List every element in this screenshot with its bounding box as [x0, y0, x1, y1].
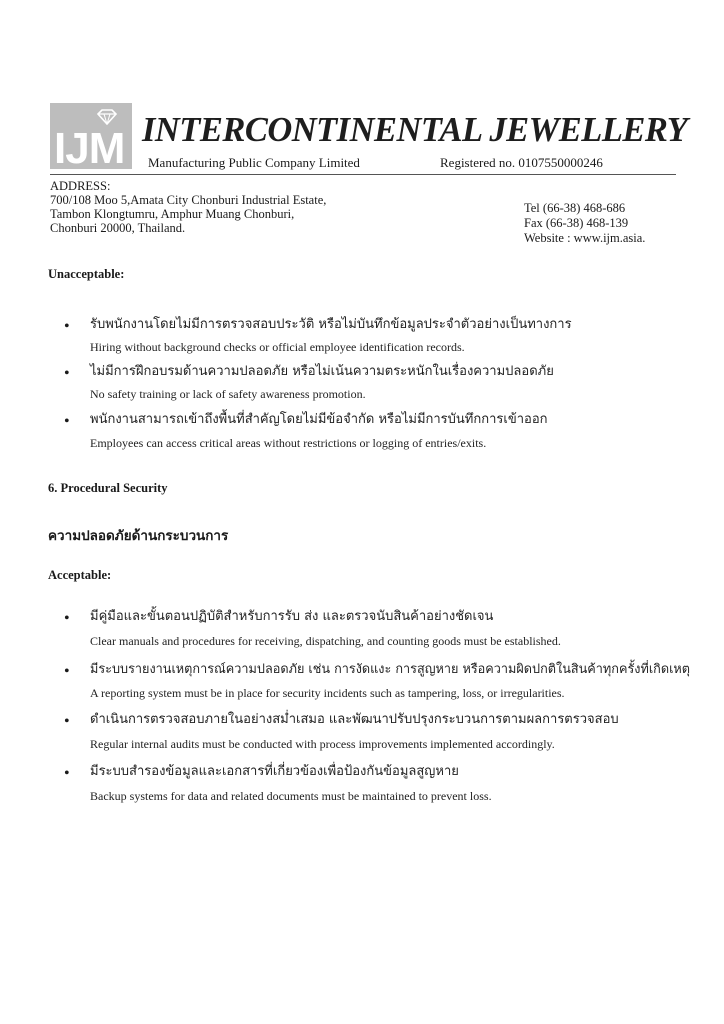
- bullet-icon: •: [64, 365, 70, 382]
- thai-item: มีระบบสำรองข้อมูลและเอกสารที่เกี่ยวข้องเพื่อป้องกันข้อมูลสูญหาย: [90, 764, 459, 779]
- fax: Fax (66-38) 468-139: [524, 216, 629, 230]
- company-address: [50, 179, 326, 235]
- thai-item: รับพนักงานโดยไม่มีการตรวจสอบประวัติ หรือไม่บันทึกข้อมูลประจำตัวอย่างเป็นทางการ: [90, 317, 572, 332]
- bullet-icon: •: [64, 663, 70, 680]
- company-contact: [524, 201, 645, 246]
- registration-number: Registered no. 0107550000246: [440, 155, 603, 170]
- section-thai-heading: ความปลอดภัยด้านกระบวนการ: [48, 528, 229, 544]
- address-line: 700/108 Moo 5,Amata City Chonburi Industrial Estate,: [50, 193, 327, 207]
- bullet-icon: •: [64, 413, 70, 430]
- acceptable-heading: Acceptable:: [48, 568, 112, 582]
- address-line: Tambon Klongtumru, Amphur Muang Chonburi,: [50, 207, 295, 221]
- thai-item: มีคู่มือและขั้นตอนปฏิบัติสำหรับการรับ ส่ง และตรวจนับสินค้าอย่างชัดเจน: [90, 609, 494, 624]
- thai-item: มีระบบรายงานเหตุการณ์ความปลอดภัย เช่น การงัดแงะ การสูญหาย หรือความผิดปกติในสินค้าทุกครั้งที่เกิดเหตุ: [90, 661, 691, 676]
- english-item: Backup systems for data and related documents must be maintained to prevent loss.: [90, 789, 492, 803]
- company-subtitle: Manufacturing Public Company Limited: [148, 155, 360, 170]
- bullet-icon: •: [64, 765, 70, 782]
- company-logo: [50, 103, 132, 169]
- english-item: No safety training or lack of safety awareness promotion.: [90, 387, 366, 401]
- website: Website : www.ijm.asia.: [524, 231, 646, 245]
- diamond-icon: [96, 109, 118, 125]
- english-item: Regular internal audits must be conducted with process improvements implemented accordingly.: [90, 737, 555, 751]
- english-item: Hiring without background checks or official employee identification records.: [90, 340, 465, 354]
- unacceptable-heading: Unacceptable:: [48, 267, 125, 281]
- bullet-icon: •: [64, 610, 70, 627]
- address-line: Chonburi 20000, Thailand.: [50, 221, 186, 235]
- letterhead-divider: [50, 174, 676, 175]
- bullet-icon: •: [64, 318, 70, 335]
- thai-item: ไม่มีการฝึกอบรมด้านความปลอดภัย หรือไม่เน้นความตระหนักในเรื่องความปลอดภัย: [90, 364, 554, 379]
- telephone: Tel (66-38) 468-686: [524, 201, 626, 215]
- company-name: INTERCONTINENTAL JEWELLERY: [142, 111, 688, 149]
- english-item: Employees can access critical areas without restrictions or logging of entries/exits.: [90, 436, 487, 450]
- address-line: ADDRESS:: [50, 179, 111, 193]
- thai-item: ดำเนินการตรวจสอบภายในอย่างสม่ำเสมอ และพัฒนาปรับปรุงกระบวนการตามผลการตรวจสอบ: [90, 712, 619, 727]
- english-item: Clear manuals and procedures for receiving, dispatching, and counting goods must be established.: [90, 634, 561, 648]
- english-item: A reporting system must be in place for security incidents such as tampering, loss, or irregularities.: [90, 686, 565, 700]
- thai-item: พนักงานสามารถเข้าถึงพื้นที่สำคัญโดยไม่มีข้อจำกัด หรือไม่มีการบันทึกการเข้าออก: [90, 412, 548, 427]
- section-heading: 6. Procedural Security: [48, 481, 168, 495]
- bullet-icon: •: [64, 713, 70, 730]
- logo-text: IJM: [54, 124, 125, 169]
